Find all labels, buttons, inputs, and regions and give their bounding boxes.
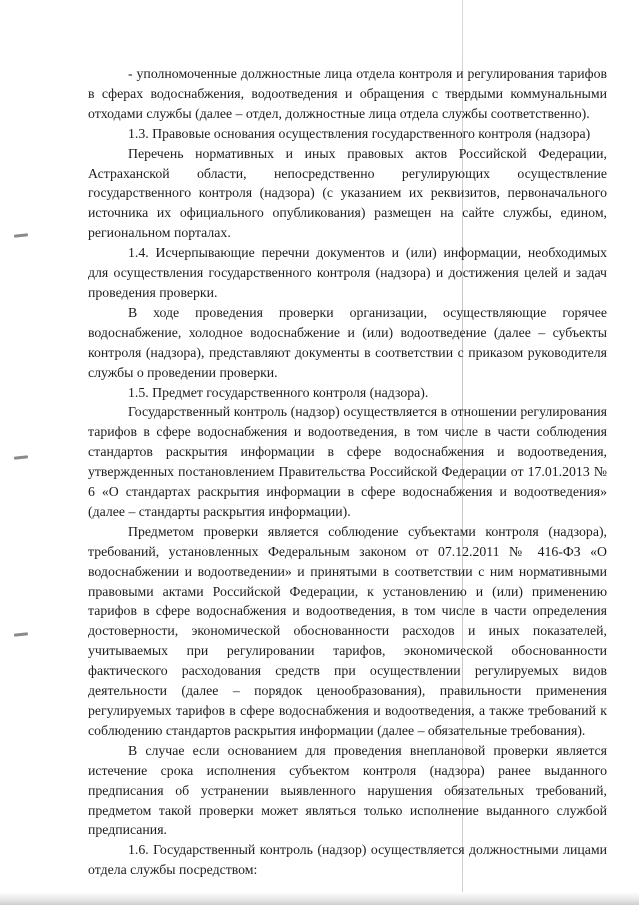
paragraph: Перечень нормативных и иных правовых актов Российской Федерации, Астраханской области, непосредственно регулирующих осуществление государственного контроля (надзора) (с указанием их реквизитов, первоначального источника их официального опубликования) размещен на сайте службы, едином, региональном порталах.: [88, 145, 607, 241]
page-bottom-edge: [0, 892, 639, 905]
margin-mark: [14, 455, 28, 459]
margin-mark: [14, 632, 28, 636]
paragraph: Государственный контроль (надзор) осуществляется в отношении регулирования тарифов в сфере водоснабжения и водоотведения, в том числе в части соблюдения стандартов раскрытия информации в сфере водоснабжения и водоотведения, утвержденных постановлением Правительства Российской Федерации от 17.01.2013 № 6 «О стандартах раскрытия информации в сфере водоснабжения и водоотведения» (далее – стандарты раскрытия информации).: [88, 404, 607, 519]
paragraph: В случае если основанием для проведения внеплановой проверки является истечение срока исполнения субъектом контроля (надзора) ранее выданного предписания об устранении выявленного нарушения обязательных требований, предметом такой проверки может являться только исполнение выданного службой предписания.: [88, 742, 607, 838]
margin-mark: [14, 233, 28, 237]
paragraph: 1.6. Государственный контроль (надзор) осуществляется должностными лицами отдела службы посредством:: [88, 842, 607, 878]
paragraph: В ходе проведения проверки организации, осуществляющие горячее водоснабжение, холодное водоснабжение и (или) водоотведение (далее – субъекты контроля (надзора), представляют документы в соответствии с приказом руководителя службы о проведении проверки.: [88, 304, 607, 380]
paragraph: - уполномоченные должностные лица отдела контроля и регулирования тарифов в сферах водоснабжения, водоотведения и обращения с твердыми коммунальными отходами службы (далее – отдел, должностные лица отдела службы соответственно).: [88, 66, 607, 121]
paragraph: 1.4. Исчерпывающие перечни документов и (или) информации, необходимых для осуществления государственного контроля (надзора) и достижения целей и задач проведения проверки.: [88, 245, 607, 300]
document-body: [88, 64, 607, 880]
paragraph: 1.5. Предмет государственного контроля (надзора).: [128, 384, 429, 400]
paragraph: Предметом проверки является соблюдение субъектами контроля (надзора), требований, установленных Федеральным законом от 07.12.2011 № 416-ФЗ «О водоснабжении и водоотведении» и принятыми в соответствии с ним нормативными правовыми актами Российской Федерации, к установлению и (или) применению тарифов в сфере водоснабжения и водоотведения, в том числе в части определения достоверности, экономической обоснованности расходов и иных показателей, учитываемых при регулировании тарифов, экономической обоснованности фактического расходования средств при осуществлении регулируемых видов деятельности (далее – порядок ценообразования), правильности применения регулируемых тарифов в сфере водоснабжения и водоотведения, а также требований к соблюдению стандартов раскрытия информации (далее – обязательные требования).: [88, 523, 607, 738]
paragraph: 1.3. Правовые основания осуществления государственного контроля (надзора): [128, 125, 591, 141]
